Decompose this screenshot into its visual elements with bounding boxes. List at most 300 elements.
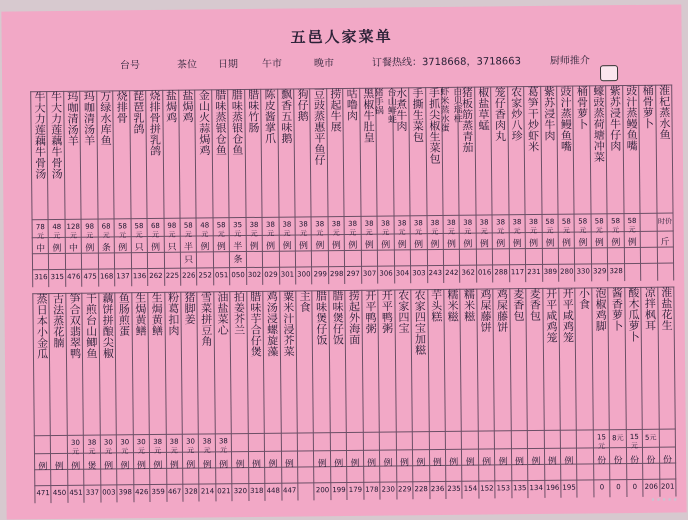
menu-item-name-line: 椒盐草蜢 <box>477 86 490 210</box>
menu-item-name <box>541 86 558 210</box>
menu-item-price: 38元 <box>361 220 377 238</box>
menu-item-unit: 份 <box>594 453 610 466</box>
menu-item-price: 30元 <box>117 438 133 456</box>
menu-item-name-line: 玛咖清汤羊 <box>66 91 79 215</box>
menu-item-name <box>278 89 295 213</box>
menu-item-name <box>311 88 328 212</box>
menu-item-name <box>212 89 229 213</box>
menu-item-unit: 例 <box>430 455 446 468</box>
menu-item-price: 5元 <box>643 433 659 443</box>
menu-item-price: 58元 <box>542 218 558 236</box>
menu-item-price: 58元 <box>575 217 591 235</box>
menu-item-price: 58元 <box>559 218 575 236</box>
menu-item-name <box>296 290 313 428</box>
menu-item-name <box>444 289 461 427</box>
menu-item-price: 58元 <box>131 222 147 240</box>
menu-item <box>277 89 295 285</box>
menu-item-price: 38元 <box>312 220 328 238</box>
menu-item-name-line: 鸡汤浸螺旋藻 <box>265 291 278 429</box>
menu-item-unit: 斤 <box>657 235 673 248</box>
menu-item-code: 0 <box>594 483 610 491</box>
menu-item-name <box>181 292 198 430</box>
menu-item-code: 021 <box>216 487 232 495</box>
menu-item-code: 467 <box>167 488 183 496</box>
menu-item-unit: 条 <box>99 240 115 253</box>
menu-item-unit: 中 <box>66 241 82 254</box>
menu-item-name <box>130 90 147 214</box>
menu-item-name-line: 笼仔香肉丸 <box>493 86 506 210</box>
menu-item-code: 306 <box>378 269 394 277</box>
menu-item <box>96 90 114 286</box>
menu-item-name <box>510 288 527 426</box>
menu-item-code: 199 <box>331 486 347 494</box>
menu-item-code: 330 <box>576 267 592 275</box>
menu-item-name-line: 狗仔鹅 <box>296 88 309 212</box>
menu-item-name <box>228 89 245 213</box>
menu-item-price: 30元 <box>183 438 199 456</box>
menu-item <box>605 85 623 281</box>
menu-item-name <box>165 292 182 430</box>
menu-item-unit: 煲 <box>84 459 100 472</box>
menu-item-name-line: 台山鲜蚝 <box>385 87 398 211</box>
menu-item-name-line: 猪脚姜 <box>183 292 196 430</box>
menu-item-name <box>263 291 280 429</box>
menu-item-unit: 例 <box>329 238 345 251</box>
menu-item-code: 117 <box>510 268 526 276</box>
menu-item-code: 337 <box>85 489 101 497</box>
menu-item-name-line: 蠔豉蒸荷塘冲菜 <box>592 85 605 209</box>
menu-item-name-line: 古法蒸花腩 <box>51 293 64 431</box>
menu-item <box>556 86 574 282</box>
menu-item-name-line: 农家炒八珍 <box>510 86 523 210</box>
menu-item-name-line: 农家四宝加糍 <box>413 289 426 427</box>
menu-item <box>342 88 360 284</box>
menu-item-unit: 例 <box>49 241 65 254</box>
menu-item-name-line: 小食 <box>577 287 590 425</box>
menu-grid-top <box>30 85 674 288</box>
menu-item-name-line: 紫苏浸牛仔肉 <box>608 85 621 209</box>
menu-item-name-line: 鸡屎藤饼 <box>479 288 492 426</box>
menu-item-code: 304 <box>395 269 411 277</box>
menu-item-price: 58元 <box>213 221 229 239</box>
menu-item-name <box>113 90 130 214</box>
menu-item-unit: 例 <box>413 455 429 468</box>
menu-item-code: 328 <box>183 488 199 496</box>
menu-item-unit: 中 <box>33 241 49 254</box>
menu-item-name <box>261 89 278 213</box>
menu-item-name <box>97 90 114 214</box>
menu-item-price: 38元 <box>526 218 542 236</box>
menu-item <box>63 91 81 287</box>
menu-item-name-line: 开平鸭粥 <box>380 289 393 427</box>
menu-item-name <box>115 292 132 430</box>
menu-item-name <box>280 291 297 429</box>
menu-item-name <box>641 287 658 425</box>
menu-item-name <box>214 291 231 429</box>
menu-item-unit: 例 <box>249 457 265 470</box>
menu-item-unit: 例 <box>263 239 279 252</box>
menu-item-name <box>592 287 609 425</box>
menu-item-price: 38元 <box>411 219 427 237</box>
menu-item-code: 307 <box>362 270 378 278</box>
menu-item <box>490 86 508 282</box>
menu-item <box>30 91 48 287</box>
menu-item-name <box>31 91 48 215</box>
menu-item-unit: 份 <box>627 453 643 466</box>
menu-item-unit: 例 <box>624 235 640 248</box>
menu-item-name-line: 干煎台山鲫鱼 <box>84 293 97 431</box>
menu-item-unit: 例 <box>361 238 377 251</box>
menu-item-unit: 例 <box>68 459 84 472</box>
menu-item-name-line: 芋头糕 <box>430 289 443 427</box>
menu-item-name <box>327 88 344 212</box>
menu-item-price: 30元 <box>101 438 117 456</box>
menu-item-price: 38元 <box>476 218 492 236</box>
menu-item-unit: 例 <box>479 454 495 467</box>
menu-item-code: 243 <box>428 269 444 277</box>
menu-item-name-line: 糯米糍 <box>446 289 459 427</box>
menu-item-name-line: 豉汁蒸鳗鱼嘴 <box>625 85 638 209</box>
menu-item <box>80 91 98 287</box>
menu-item-unit: 例 <box>542 236 558 249</box>
menu-item <box>162 90 180 286</box>
menu-item-price: 48元 <box>49 223 65 241</box>
menu-item-unit: 例 <box>216 457 232 470</box>
menu-item <box>145 90 163 286</box>
menu-item-unit: 例 <box>265 457 281 470</box>
menu-item-name <box>64 91 81 215</box>
menu-item-name-line: 腊味蒸银仓鱼 <box>214 89 227 213</box>
menu-item-code: 329 <box>592 267 608 275</box>
menu-item-name <box>658 287 675 425</box>
menu-item <box>573 85 591 281</box>
menu-item-name <box>623 85 640 209</box>
menu-item-name <box>362 290 379 428</box>
menu-item-unit: 例 <box>545 454 561 467</box>
menu-item-unit: 例 <box>148 240 164 253</box>
menu-item-name-line: 盐焗鸡 <box>181 90 194 214</box>
menu-item-name-line: 猪板筋蒸青茄 <box>460 87 473 211</box>
menu-item-unit: 份 <box>610 453 626 466</box>
menu-item-unit: 例 <box>592 235 608 248</box>
menu-item-name-line: 糯米糍 <box>462 289 475 427</box>
menu-item-unit: 例 <box>446 455 462 468</box>
menu-item-name-line: 手抓尖椒生菜包 <box>427 87 440 211</box>
menu-item-name-line: 开平咸鸡笼 <box>561 288 574 426</box>
menu-item-name-line: 玛咖清汤羊 <box>82 91 95 215</box>
menu-item-name <box>428 289 445 427</box>
watermark-logo: ····· <box>651 493 679 507</box>
menu-item-price: 38元 <box>394 219 410 237</box>
menu-item-code: 200 <box>315 486 331 494</box>
menu-item-name-line: 开平鸭粥 <box>364 290 377 428</box>
menu-item-code: 137 <box>115 272 131 280</box>
menu-item-name <box>459 87 476 211</box>
menu-item-name-line: 农家四宝 <box>397 289 410 427</box>
menu-item-price: 38元 <box>460 219 476 237</box>
menu-item-name-line: 麦香包 <box>512 288 525 426</box>
menu-item-name <box>475 86 492 210</box>
menu-item-code: 136 <box>132 272 148 280</box>
menu-item <box>293 88 311 284</box>
menu-item-price: 128元 <box>65 223 81 241</box>
menu-item-unit: 例 <box>512 454 528 467</box>
menu-item-name-line: 淮盐花生 <box>660 287 673 425</box>
menu-item-name <box>343 88 360 212</box>
menu-item <box>408 87 426 283</box>
menu-item-code: 153 <box>496 484 512 492</box>
menu-item-code: 303 <box>411 269 427 277</box>
menu-item-unit: 例 <box>462 455 478 468</box>
menu-item-unit: 例 <box>427 237 443 250</box>
menu-item <box>657 287 677 497</box>
menu-item-unit: 例 <box>526 236 542 249</box>
menu-item-name-line: 腊味芋合仔煲 <box>249 291 262 429</box>
menu-item-unit: 例 <box>35 459 51 472</box>
menu-item <box>458 87 476 283</box>
menu-item-unit: 例 <box>364 456 380 469</box>
menu-item-code: 475 <box>82 273 98 281</box>
menu-item-price: 38元 <box>216 437 232 455</box>
order-info-row <box>2 50 682 57</box>
menu-item-name-line: 主食 <box>298 290 311 428</box>
menu-item <box>375 87 393 283</box>
menu-item-code: 152 <box>479 484 495 492</box>
menu-item-price: 38元 <box>150 438 166 456</box>
menu-item-unit: 例 <box>411 237 427 250</box>
menu-item-price: 98元 <box>164 222 180 240</box>
menu-item-name-line: 豆豉蒸惠平鱼仔 <box>312 88 325 212</box>
menu-item-code: 262 <box>148 272 164 280</box>
menu-item-price: 38元 <box>279 221 295 239</box>
menu-item-unit: 例 <box>345 238 361 251</box>
menu-item-code: 168 <box>99 272 115 280</box>
menu-item-name <box>526 288 543 426</box>
menu-item-code: 226 <box>181 272 197 280</box>
menu-item-unit: 例 <box>331 456 347 469</box>
menu-item-price: 38元 <box>443 219 459 237</box>
menu-item-name-line: 金山火蒜焗鸡 <box>197 89 210 213</box>
menu-item-name-line: 酸木瓜萝卜 <box>627 287 640 425</box>
menu-item-unit: 例 <box>394 237 410 250</box>
menu-item-name <box>313 290 330 428</box>
menu-item-price: 30元 <box>68 439 84 457</box>
menu-item-code: 214 <box>200 487 216 495</box>
menu-item-price: 38元 <box>246 221 262 239</box>
menu-item-name-line: 凉拌枫耳 <box>643 287 656 425</box>
menu-item-name <box>329 290 346 428</box>
menu-item-unit: 例 <box>509 236 525 249</box>
menu-item-price: 78元 <box>33 223 49 241</box>
menu-item-name-line: 拍姜芥兰 <box>232 291 245 429</box>
menu-item-name <box>66 293 83 431</box>
menu-item-price: 38元 <box>199 437 215 455</box>
menu-item-unit: 例 <box>296 238 312 251</box>
menu-item-name-line: 开平咸鸡笼 <box>545 288 558 426</box>
menu-item-code: 179 <box>348 486 364 494</box>
menu-item-name <box>557 86 574 210</box>
menu-item-price: 8元 <box>610 433 626 443</box>
menu-item-name <box>231 291 248 429</box>
menu-item-code: 426 <box>134 488 150 496</box>
menu-item-code: 288 <box>493 268 509 276</box>
menu-item <box>523 86 541 282</box>
menu-item-code: 206 <box>644 483 660 491</box>
menu-item-name-line: 白贝瑶柱 <box>450 87 463 211</box>
menu-item <box>244 89 262 285</box>
menu-item <box>507 86 525 282</box>
menu-item-code: 0 <box>627 483 643 491</box>
menu-item-name-line: 粟米汁浸芥菜 <box>282 291 295 429</box>
menu-item-unit: 例 <box>397 455 413 468</box>
menu-item-code: 301 <box>280 271 296 279</box>
menu-item <box>47 91 65 287</box>
menu-item-name-line: 笋合双翡翠鸭 <box>68 293 81 431</box>
menu-item-unit: 例 <box>51 459 67 472</box>
menu-item-price: 30元 <box>133 438 149 456</box>
menu-item-code: 300 <box>296 270 312 278</box>
menu-item <box>260 89 278 285</box>
menu-item-name-line: 麦香包 <box>528 288 541 426</box>
menu-item-name <box>148 292 165 430</box>
lunch-label: 午市 <box>262 55 282 70</box>
menu-item-code: 230 <box>381 485 397 493</box>
menu-item-name <box>50 293 67 431</box>
menu-item <box>310 88 328 284</box>
menu-item-name-line: 烧排骨拼乳鸽 <box>148 90 161 214</box>
menu-item-name-line: 腊味竹肠 <box>247 89 260 213</box>
menu-item-name <box>245 89 262 213</box>
menu-item-unit: 例 <box>214 239 230 252</box>
menu-item-unit: 半只 <box>181 240 197 266</box>
menu-item-price: 38元 <box>296 220 312 238</box>
menu-item-name-line: 牛大力莲藕牛骨汤 <box>33 91 46 215</box>
menu-item <box>178 90 196 286</box>
menu-item-unit: 例 <box>608 235 624 248</box>
menu-item-code: 448 <box>265 487 281 495</box>
menu-item-unit: 例 <box>495 454 511 467</box>
menu-item-unit: 只 <box>164 240 180 253</box>
menu-item-code: 320 <box>233 487 249 495</box>
thumbs-up-icon <box>600 65 618 81</box>
chef-recommend-label: 厨师推介 <box>550 51 590 66</box>
menu-item-name-line: 琵琶乳鸽 <box>132 90 145 214</box>
menu-item-unit: 例 <box>101 458 117 471</box>
menu-item-code: 134 <box>528 484 544 492</box>
menu-item-name <box>294 88 311 212</box>
menu-item-price: 15元 <box>594 433 610 451</box>
menu-item-name <box>99 292 116 430</box>
dinner-label: 晚市 <box>314 54 334 69</box>
menu-item-code: 471 <box>35 489 51 497</box>
menu-item-code: 229 <box>397 485 413 493</box>
menu-item-name <box>590 85 607 209</box>
menu-item-name-line: 烧排骨 <box>115 90 128 214</box>
menu-item <box>195 89 213 285</box>
menu-item-name <box>409 87 426 211</box>
table-no-label: 台号 <box>120 56 140 71</box>
menu-item <box>211 89 229 285</box>
menu-item <box>474 86 492 282</box>
menu-item-price: 38元 <box>84 439 100 457</box>
menu-item-name-line: 猪手锅 <box>372 88 385 212</box>
menu-item-unit: 例 <box>477 236 493 249</box>
menu-item-name-line: 咕噜肉 <box>345 88 358 212</box>
menu-item-code: 447 <box>282 487 298 495</box>
menu-item-price: 68元 <box>148 222 164 240</box>
menu-item-name-line: 葛笋干炒虾米 <box>526 86 539 210</box>
menu-item-unit: 例 <box>312 238 328 251</box>
menu-item-unit: 例 <box>134 458 150 471</box>
menu-item-code: 196 <box>545 484 561 492</box>
date-label: 日期 <box>218 55 238 70</box>
menu-item-unit: 例 <box>282 457 298 470</box>
menu-item-name <box>461 289 478 427</box>
hotline-label: 订餐热线：3718668，3718663 <box>372 52 521 69</box>
menu-item-unit: 例 <box>559 236 575 249</box>
menu-item-name <box>543 288 560 426</box>
menu-item-name-line: 水煮牛肉 <box>395 87 408 211</box>
menu-title: 五邑人家菜单 <box>2 22 682 50</box>
menu-item-name <box>625 287 642 425</box>
menu-item-name <box>606 85 623 209</box>
menu-item-name-line: 捞起外海面 <box>347 290 360 428</box>
menu-item-code: 297 <box>345 270 361 278</box>
menu-item-name-line: 粉葛扣肉 <box>167 292 180 430</box>
menu-item-price: 15元 <box>627 433 643 451</box>
menu-grid-bottom <box>32 287 676 504</box>
seat-label: 茶位 <box>177 56 197 71</box>
menu-item-price: 98元 <box>82 223 98 241</box>
menu-item-code: 362 <box>460 269 476 277</box>
menu-item-name <box>524 86 541 210</box>
menu-item-price: 38元 <box>427 219 443 237</box>
menu-item-price: 38元 <box>263 221 279 239</box>
menu-item-code: 316 <box>33 273 49 281</box>
menu-item-unit: 例 <box>279 239 295 252</box>
menu-item-name-line: 油盐菜心 <box>216 291 229 429</box>
menu-item-name-line: 桶骨萝卜 <box>575 85 588 209</box>
menu-item-code: 0 <box>611 483 627 491</box>
menu-item-name <box>395 289 412 427</box>
menu-item-unit: 例 <box>575 235 591 248</box>
menu-item <box>655 85 674 281</box>
menu-item-name-line: 黑椒牛肚皇 <box>362 88 375 212</box>
menu-item-unit: 例 <box>117 458 133 471</box>
menu-item-price: 38元 <box>509 218 525 236</box>
menu-item-unit: 例 <box>183 458 199 471</box>
menu-item-unit: 例 <box>232 457 248 470</box>
menu-item <box>622 85 640 281</box>
menu-item-name-line: 鸡屎藤饼 <box>495 288 508 426</box>
menu-item-code: 201 <box>660 483 676 491</box>
menu-item-unit: 例 <box>167 458 183 471</box>
menu-item-name-line: 牛大力莲藕牛骨汤 <box>49 91 62 215</box>
menu-item-name-line: 捞起牛展 <box>329 88 342 212</box>
menu-item-unit: 例 <box>493 236 509 249</box>
menu-item-unit: 例 <box>150 458 166 471</box>
menu-item-name <box>81 91 98 215</box>
menu-item-name-line: 藕饼拼酿尖椒 <box>101 292 114 430</box>
menu-item-price: 48元 <box>197 221 213 239</box>
menu-item-price: 68元 <box>98 222 114 240</box>
menu-item-name-line: 手撕生菜包 <box>411 87 424 211</box>
menu-item-unit: 例 <box>347 456 363 469</box>
menu-item-name <box>574 85 591 209</box>
menu-item-unit: 例 <box>380 455 396 468</box>
menu-item-code: 050 <box>230 271 246 279</box>
menu-item-unit: 例 <box>460 237 476 250</box>
